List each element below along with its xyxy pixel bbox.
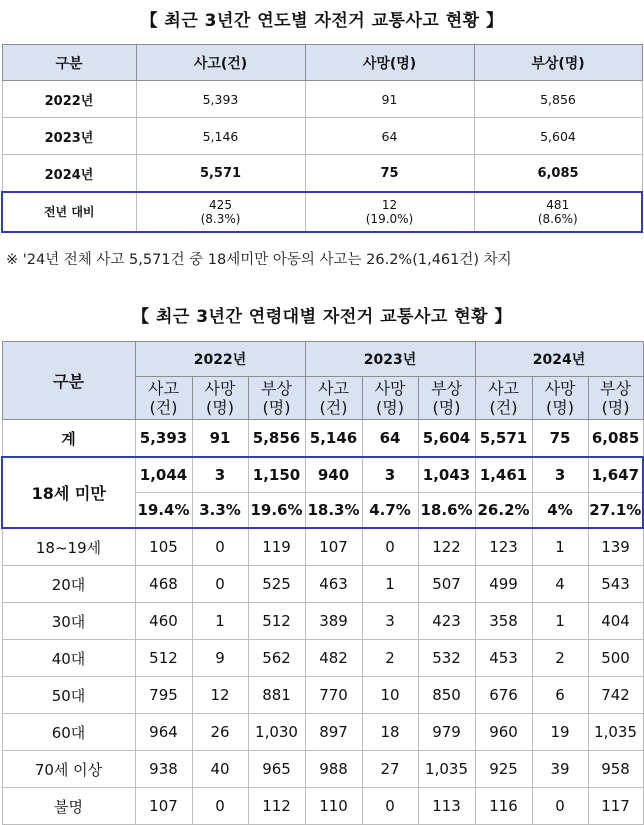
table-cell: 1,150 [248, 457, 305, 493]
table-cell: 3 [362, 603, 418, 640]
sub-header [532, 377, 588, 420]
compare-row [2, 192, 642, 232]
table-cell: 113 [418, 788, 475, 825]
table-cell: 925 [475, 751, 532, 788]
table-cell: 965 [248, 751, 305, 788]
sub-header [475, 377, 532, 420]
sub-header-unit: (건) [149, 398, 178, 417]
table-cell: 389 [305, 603, 362, 640]
sub-header-unit: (명) [432, 398, 461, 417]
table-cell: 423 [418, 603, 475, 640]
table-cell: 3 [192, 457, 248, 493]
table-cell: 6,085 [474, 155, 642, 193]
column-header: 사망(명) [305, 45, 474, 81]
table-cell: 5,856 [248, 420, 305, 458]
table-cell: 3 [532, 457, 588, 493]
sub-header-label: 부상 [431, 379, 462, 398]
table-cell: 562 [248, 640, 305, 677]
row-header: 30대 [2, 603, 135, 640]
row-header: 계 [2, 420, 135, 458]
table-cell: 4.7% [362, 493, 418, 529]
sub-header-unit: (명) [206, 398, 234, 417]
table-cell: 1 [362, 566, 418, 603]
cell-value: 481 [546, 198, 570, 212]
table-cell: 75 [305, 155, 474, 193]
table-cell: 18 [362, 714, 418, 751]
table-cell: 27 [362, 751, 418, 788]
table-cell: 463 [305, 566, 362, 603]
table-cell: 770 [305, 677, 362, 714]
table-cell: 5,146 [305, 420, 362, 458]
table-cell: 453 [475, 640, 532, 677]
table-cell: 64 [305, 118, 474, 155]
table-cell: 0 [362, 528, 418, 566]
sub-header-label: 사고 [488, 379, 519, 398]
table-row [2, 640, 643, 677]
table-cell: 958 [588, 751, 643, 788]
table-cell: 91 [192, 420, 248, 458]
table-cell: 5,856 [474, 81, 642, 118]
table-cell: 742 [588, 677, 643, 714]
sub-header-label: 사망 [374, 379, 406, 398]
row-header: 2022년 [2, 81, 136, 118]
table-row [2, 788, 643, 825]
row-header: 70세 이상 [2, 751, 135, 788]
table-cell: 532 [418, 640, 475, 677]
table-cell: 4 [532, 566, 588, 603]
sub-header-unit: (건) [489, 398, 518, 417]
cell-value: 425 [209, 198, 232, 212]
table-cell: 468 [135, 566, 192, 603]
table-row [2, 81, 642, 118]
table-cell: 12 [192, 677, 248, 714]
table-row [2, 155, 642, 193]
sub-header-unit: (명) [601, 398, 630, 417]
age-group-accident-table [1, 341, 644, 825]
table-cell: 3 [362, 457, 418, 493]
sub-header-unit: (건) [319, 398, 348, 417]
table-row [2, 714, 643, 751]
table-cell: 5,571 [136, 155, 305, 193]
row-header: 불명 [2, 788, 135, 825]
table-cell: 19.6% [248, 493, 305, 529]
table-cell: 5,604 [418, 420, 475, 458]
table-cell: 0 [532, 788, 588, 825]
table-cell: 499 [475, 566, 532, 603]
table-cell: 960 [475, 714, 532, 751]
sub-header [588, 377, 643, 420]
table-cell: 122 [418, 528, 475, 566]
table-cell: 964 [135, 714, 192, 751]
table-cell: 500 [588, 640, 643, 677]
sub-header-unit: (명) [376, 398, 404, 417]
sub-header [305, 377, 362, 420]
table-cell [136, 192, 305, 232]
sub-header-label: 사고 [148, 379, 179, 398]
table-cell: 482 [305, 640, 362, 677]
table-cell: 117 [588, 788, 643, 825]
table-cell: 676 [475, 677, 532, 714]
table-row [2, 751, 643, 788]
table-cell: 358 [475, 603, 532, 640]
table-cell: 2 [362, 640, 418, 677]
table-cell: 105 [135, 528, 192, 566]
column-header: 구분 [2, 45, 136, 81]
cell-percent: (19.0%) [365, 212, 414, 226]
sub-header [418, 377, 475, 420]
table-cell [474, 192, 642, 232]
table-cell: 19.4% [135, 493, 192, 529]
sub-header-label: 사고 [318, 379, 349, 398]
table-cell: 26.2% [475, 493, 532, 529]
table-cell: 543 [588, 566, 643, 603]
table-cell: 9 [192, 640, 248, 677]
table-cell: 0 [192, 566, 248, 603]
table-row [2, 677, 643, 714]
sub-header-label: 부상 [600, 379, 631, 398]
table-cell: 512 [248, 603, 305, 640]
table-cell: 4% [532, 493, 588, 529]
table-cell: 979 [418, 714, 475, 751]
sub-header-label: 사망 [544, 379, 576, 398]
table-cell: 91 [305, 81, 474, 118]
row-header: 50대 [2, 677, 135, 714]
table-cell: 1 [532, 603, 588, 640]
table-cell: 116 [475, 788, 532, 825]
table-cell: 1,647 [588, 457, 643, 493]
column-header: 부상(명) [474, 45, 642, 81]
yearly-accident-table [1, 44, 643, 233]
table-cell: 2 [532, 640, 588, 677]
table-cell: 988 [305, 751, 362, 788]
sub-header-unit: (명) [546, 398, 574, 417]
table-cell: 897 [305, 714, 362, 751]
table-cell: 1,044 [135, 457, 192, 493]
row-header: 18~19세 [2, 528, 135, 566]
table1-title: 【 최근 3년간 연도별 자전거 교통사고 현황 】 [140, 11, 504, 31]
table-cell: 938 [135, 751, 192, 788]
table-cell: 27.1% [588, 493, 643, 529]
table2-title: 【 최근 3년간 연령대별 자전거 교통사고 현황 】 [132, 307, 512, 327]
table-cell: 525 [248, 566, 305, 603]
row-header: 전년 대비 [2, 192, 136, 232]
table-row [2, 566, 643, 603]
sub-header-unit: (명) [262, 398, 291, 417]
table-cell: 123 [475, 528, 532, 566]
table-header-row [2, 45, 642, 81]
table-row [2, 603, 643, 640]
sub-header [248, 377, 305, 420]
cell-percent: (8.6%) [537, 212, 578, 226]
footnote: ※ '24년 전체 사고 5,571건 중 18세미만 아동의 사고는 26.2%(1,461건) 차지 [6, 252, 512, 268]
year-header: 2024년 [475, 342, 643, 377]
table-cell: 5,604 [474, 118, 642, 155]
table-cell: 795 [135, 677, 192, 714]
table-cell: 3.3% [192, 493, 248, 529]
year-header: 2022년 [135, 342, 305, 377]
cell-percent: (8.3%) [200, 212, 241, 226]
table-cell: 18.3% [305, 493, 362, 529]
cell-value: 12 [381, 198, 398, 212]
table-cell: 19 [532, 714, 588, 751]
table-cell: 0 [362, 788, 418, 825]
table-cell: 39 [532, 751, 588, 788]
table-cell: 0 [192, 788, 248, 825]
table-cell: 1,035 [418, 751, 475, 788]
table-cell: 1,030 [248, 714, 305, 751]
table-cell: 404 [588, 603, 643, 640]
sub-header [192, 377, 248, 420]
table-cell: 0 [192, 528, 248, 566]
total-row [2, 420, 643, 458]
minor-count-row [2, 457, 643, 493]
table-cell: 1 [192, 603, 248, 640]
row-header: 2023년 [2, 118, 136, 155]
table-cell: 850 [418, 677, 475, 714]
sub-header-label: 부상 [261, 379, 292, 398]
table-cell: 5,146 [136, 118, 305, 155]
table-cell: 6 [532, 677, 588, 714]
table-cell: 139 [588, 528, 643, 566]
table-cell: 107 [135, 788, 192, 825]
table-cell: 18.6% [418, 493, 475, 529]
year-header-row [2, 342, 643, 377]
table-cell: 1,035 [588, 714, 643, 751]
table-cell: 10 [362, 677, 418, 714]
table-cell: 1 [532, 528, 588, 566]
sub-header [362, 377, 418, 420]
table-cell: 75 [532, 420, 588, 458]
table-cell: 881 [248, 677, 305, 714]
row-header: 40대 [2, 640, 135, 677]
sub-header [135, 377, 192, 420]
table-cell: 5,393 [135, 420, 192, 458]
row-header: 20대 [2, 566, 135, 603]
table-cell: 112 [248, 788, 305, 825]
table-cell: 110 [305, 788, 362, 825]
table-cell [305, 192, 474, 232]
table-cell: 512 [135, 640, 192, 677]
row-header: 18세 미만 [2, 457, 135, 528]
row-header: 2024년 [2, 155, 136, 193]
corner-header: 구분 [2, 342, 135, 420]
table-cell: 507 [418, 566, 475, 603]
table-cell: 64 [362, 420, 418, 458]
table-cell: 107 [305, 528, 362, 566]
table-cell: 119 [248, 528, 305, 566]
table-cell: 5,393 [136, 81, 305, 118]
sub-header-label: 사망 [204, 379, 236, 398]
table-cell: 6,085 [588, 420, 643, 458]
table-cell: 460 [135, 603, 192, 640]
row-header: 60대 [2, 714, 135, 751]
table-cell: 5,571 [475, 420, 532, 458]
table-cell: 40 [192, 751, 248, 788]
table-row [2, 528, 643, 566]
table-cell: 26 [192, 714, 248, 751]
table-row [2, 118, 642, 155]
table-cell: 1,043 [418, 457, 475, 493]
table-cell: 1,461 [475, 457, 532, 493]
table-cell: 940 [305, 457, 362, 493]
year-header: 2023년 [305, 342, 475, 377]
column-header: 사고(건) [136, 45, 305, 81]
